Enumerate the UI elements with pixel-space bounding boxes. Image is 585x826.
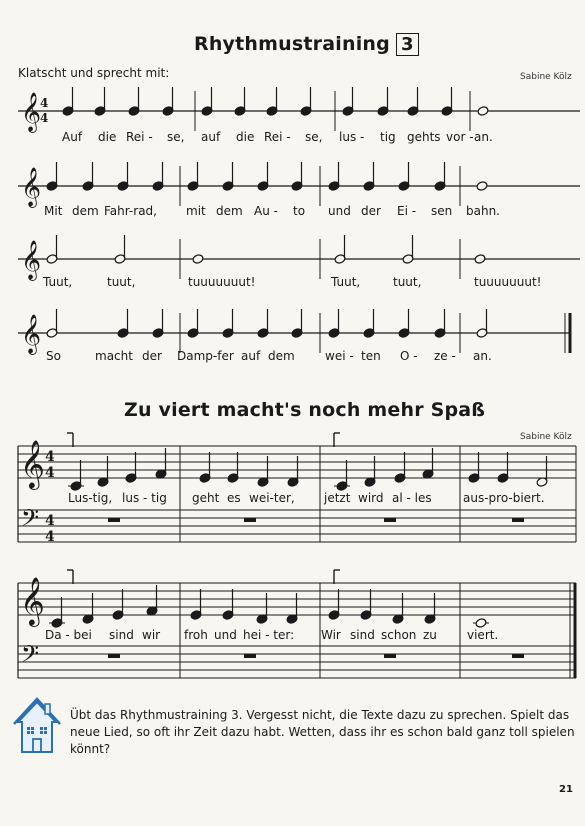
- treble-clef-icon: 𝄞: [20, 576, 45, 625]
- lyric: al - les: [392, 491, 432, 505]
- lyric: froh: [184, 628, 208, 642]
- song-author: Sabine Kölz: [520, 432, 572, 442]
- lyric: Au -: [254, 204, 278, 218]
- bass-clef-icon: 𝄢: [21, 504, 40, 537]
- lyric: dem: [72, 204, 99, 218]
- page-number: 21: [559, 784, 573, 795]
- lyric: se,: [167, 130, 185, 144]
- lyric: viert.: [467, 628, 499, 642]
- lyric: lus -: [339, 130, 365, 144]
- lyric: hei - ter:: [243, 628, 295, 642]
- lyric: jetzt: [324, 491, 351, 505]
- lyric: an.: [473, 349, 492, 363]
- lyric: wird: [358, 491, 384, 505]
- lyric: wei -: [325, 349, 354, 363]
- whole-rest: [512, 518, 524, 522]
- lyric: Lus-tig,: [68, 491, 113, 505]
- time-signature-bottom: 4: [45, 529, 55, 545]
- lyric: wei-ter,: [249, 491, 295, 505]
- lyric: macht: [95, 349, 133, 363]
- treble-clef-icon: 𝄞: [21, 240, 42, 280]
- rhythm-title-number: 3: [396, 33, 419, 56]
- lyric: mit: [186, 204, 206, 218]
- whole-rest: [108, 654, 120, 658]
- lyric: tuuuuuuut!: [474, 275, 542, 289]
- lyric: Rei -: [264, 130, 291, 144]
- song-lyrics-line-1: [0, 491, 585, 507]
- lyric: sind: [350, 628, 375, 642]
- lyric: Damp-fer: [177, 349, 234, 363]
- time-signature-top: 4: [45, 449, 55, 465]
- whole-rest: [512, 654, 524, 658]
- lyrics-line-3: [0, 275, 585, 291]
- lyric: Da - bei: [45, 628, 92, 642]
- lyric: schon: [381, 628, 417, 642]
- bass-clef-icon: 𝄢: [21, 640, 40, 673]
- lyric: wir: [142, 628, 161, 642]
- rhythm-title-text: Rhythmustraining: [194, 33, 390, 55]
- lyric: bahn.: [466, 204, 500, 218]
- instructions-text: Übt das Rhythmustraining 3. Vergesst nicht, die Texte dazu zu sprechen. Spielt das neue Lied, so oft ihr Zeit dazu habt. Wetten, dass ihr es schon bald ganz toll spielen könnt?: [70, 708, 575, 756]
- lyric: es: [227, 491, 241, 505]
- lyric: ten: [361, 349, 381, 363]
- lyric: der: [361, 204, 381, 218]
- lyric: zu: [423, 628, 437, 642]
- lyric: So: [46, 349, 61, 363]
- lyric: Tuut,: [331, 275, 361, 289]
- treble-clef-icon: 𝄞: [21, 92, 42, 132]
- lyric: Tuut,: [43, 275, 73, 289]
- time-signature-top: 4: [45, 513, 55, 529]
- lyric: O -: [400, 349, 418, 363]
- lyric: ze -: [434, 349, 456, 363]
- lyric: aus-pro-biert.: [463, 491, 545, 505]
- lyric: die: [236, 130, 255, 144]
- time-signature-bottom: 4: [40, 111, 49, 125]
- lyrics-line-4: [0, 349, 585, 365]
- lyric: se,: [305, 130, 323, 144]
- lyric: auf: [201, 130, 221, 144]
- lyric: tuut,: [393, 275, 422, 289]
- house-icon: [12, 696, 62, 758]
- lyric: die: [98, 130, 117, 144]
- lyric: Fahr-rad,: [104, 204, 157, 218]
- lyric: Wir: [321, 628, 341, 642]
- lyric: Ei -: [397, 204, 417, 218]
- whole-rest: [384, 518, 396, 522]
- whole-rest: [108, 518, 120, 522]
- lyric: Auf: [62, 130, 83, 144]
- lyric: Mit: [44, 204, 63, 218]
- whole-rest: [244, 654, 256, 658]
- whole-rest: [384, 654, 396, 658]
- lyric: an.: [474, 130, 493, 144]
- lyric: sind: [109, 628, 134, 642]
- lyric: und: [214, 628, 237, 642]
- whole-note: [476, 181, 488, 192]
- lyric: vor -: [446, 130, 474, 144]
- treble-clef-icon: 𝄞: [20, 439, 45, 488]
- whole-note: [192, 254, 204, 265]
- lyric: der: [142, 349, 162, 363]
- whole-rest: [244, 518, 256, 522]
- lyric: auf: [241, 349, 261, 363]
- lyric: tuuuuuuut!: [188, 275, 256, 289]
- lyric: geht: [192, 491, 220, 505]
- rhythm-instruction: Klatscht und sprecht mit:: [18, 66, 170, 80]
- lyric: Rei -: [126, 130, 153, 144]
- lyrics-line-2: [0, 204, 585, 220]
- song-title: Zu viert macht's noch mehr Spaß: [124, 399, 486, 421]
- treble-clef-icon: 𝄞: [21, 314, 42, 354]
- lyric: sen: [431, 204, 453, 218]
- song-lyrics-line-2: [0, 628, 585, 644]
- lyrics-line-1: [0, 130, 585, 146]
- lyric: to: [293, 204, 306, 218]
- lyric: tuut,: [107, 275, 136, 289]
- treble-clef-icon: 𝄞: [21, 167, 42, 207]
- lyric: tig: [380, 130, 396, 144]
- lyric: und: [328, 204, 351, 218]
- lyric: lus - tig: [122, 491, 167, 505]
- lyric: gehts: [407, 130, 441, 144]
- lyric: dem: [268, 349, 295, 363]
- whole-note: [475, 618, 487, 629]
- rhythm-author: Sabine Kölz: [520, 72, 572, 82]
- whole-note: [477, 106, 489, 117]
- lyric: dem: [216, 204, 243, 218]
- whole-note: [474, 254, 486, 265]
- time-signature-top: 4: [40, 96, 49, 110]
- time-signature-bottom: 4: [45, 465, 55, 481]
